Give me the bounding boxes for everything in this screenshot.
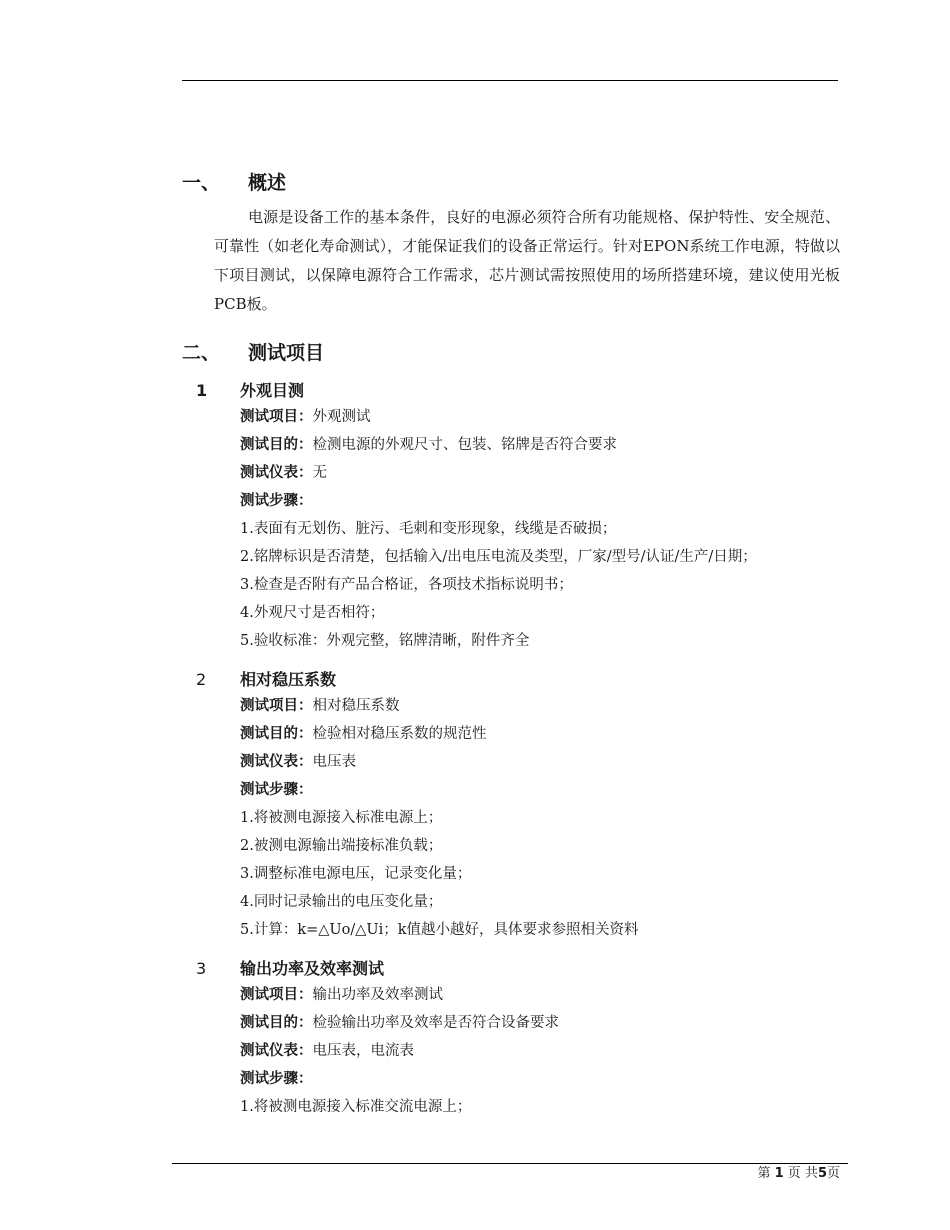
header-rule: [182, 80, 838, 81]
test-steps-line: [240, 1069, 313, 1089]
step-line: 3.检查是否附有产品合格证，各项技术指标说明书；: [240, 577, 573, 593]
test-item-line: [240, 407, 371, 427]
test-instrument-line: [240, 463, 327, 483]
field-value: 电压表，电流表: [312, 1043, 414, 1059]
field-value: 外观测试: [312, 409, 371, 425]
field-label: 测试项目：: [240, 698, 313, 714]
section-title: 概述: [248, 172, 287, 194]
test-instrument-line: [240, 752, 356, 772]
test-item-line: [240, 985, 443, 1005]
footer-rule: [172, 1163, 848, 1164]
subsection-number: 2: [196, 670, 207, 689]
step-line: 2.被测电源输出端接标准负载；: [240, 838, 443, 854]
footer-middle: 页 共: [787, 1166, 818, 1181]
test-steps-line: [240, 491, 313, 511]
field-label: 测试仪表：: [240, 465, 313, 481]
field-label: 测试目的：: [240, 1015, 313, 1031]
step-line: 2.铭牌标识是否清楚，包括输入/出电压电流及类型，厂家/型号/认证/生产/日期；: [240, 549, 757, 565]
step-line: 4.同时记录输出的电压变化量；: [240, 894, 443, 910]
test-instrument-line: [240, 1041, 414, 1061]
field-label: 测试项目：: [240, 409, 313, 425]
footer-suffix: 页: [826, 1166, 840, 1181]
section-heading-overview: [182, 171, 286, 195]
subsection-number: 3: [196, 959, 207, 978]
field-value: 检测电源的外观尺寸、包装、铭牌是否符合要求: [312, 437, 617, 453]
step-line: 1.表面有无划伤、脏污、毛刺和变形现象，线缆是否破损；: [240, 521, 617, 537]
step-line: 1.将被测电源接入标准电源上；: [240, 810, 443, 826]
field-value: 无: [312, 465, 327, 481]
field-value: 检验输出功率及效率是否符合设备要求: [312, 1015, 559, 1031]
section-number: 一、: [182, 172, 221, 194]
step-line: 5.计算：k=△Uo/△Ui；k值越小越好，具体要求参照相关资料: [240, 922, 639, 938]
field-value: 相对稳压系数: [312, 698, 400, 714]
field-label: 测试步骤：: [240, 493, 313, 509]
test-item-line: [240, 696, 400, 716]
field-label: 测试仪表：: [240, 754, 313, 770]
subsection-title: 外观目测: [240, 381, 305, 400]
field-value: 电压表: [312, 754, 356, 770]
field-label: 测试仪表：: [240, 1043, 313, 1059]
page-number: 1: [774, 1166, 784, 1181]
field-label: 测试步骤：: [240, 782, 313, 798]
step-line: 3.调整标准电源电压，记录变化量；: [240, 866, 472, 882]
test-steps-line: [240, 780, 313, 800]
step-line: 1.将被测电源接入标准交流电源上；: [240, 1099, 472, 1115]
total-pages: 5: [817, 1166, 827, 1181]
field-label: 测试目的：: [240, 726, 313, 742]
field-label: 测试项目：: [240, 987, 313, 1003]
subsection-heading-appearance: [196, 380, 304, 402]
overview-paragraph: 电源是设备工作的基本条件，良好的电源必须符合所有功能规格、保护特性、安全规范、可靠性（如老化寿命测试），才能保证我们的设备正常运行。针对EPON系统工作电源，特做以下项目测试，以保障电源符合工作需求，芯片测试需按照使用的场所搭建环境，建议使用光板PCB板。: [214, 208, 840, 313]
step-line: 4.外观尺寸是否相符；: [240, 605, 385, 621]
test-purpose-line: [240, 435, 617, 455]
test-purpose-line: [240, 1013, 559, 1033]
section-heading-test-items: [182, 341, 324, 365]
field-label: 测试步骤：: [240, 1071, 313, 1087]
subsection-number: 1: [196, 381, 208, 400]
subsection-heading-power-efficiency: [196, 958, 384, 980]
footer-prefix: 第: [757, 1166, 771, 1181]
page-footer: [757, 1165, 840, 1183]
section-title: 测试项目: [248, 342, 325, 364]
subsection-title: 相对稳压系数: [240, 670, 337, 689]
step-line: 5.验收标准：外观完整，铭牌清晰，附件齐全: [240, 633, 530, 649]
test-purpose-line: [240, 724, 487, 744]
subsection-title: 输出功率及效率测试: [240, 959, 385, 978]
subsection-heading-regulation: [196, 669, 336, 691]
field-value: 输出功率及效率测试: [312, 987, 443, 1003]
field-label: 测试目的：: [240, 437, 313, 453]
field-value: 检验相对稳压系数的规范性: [312, 726, 487, 742]
section-number: 二、: [182, 342, 221, 364]
